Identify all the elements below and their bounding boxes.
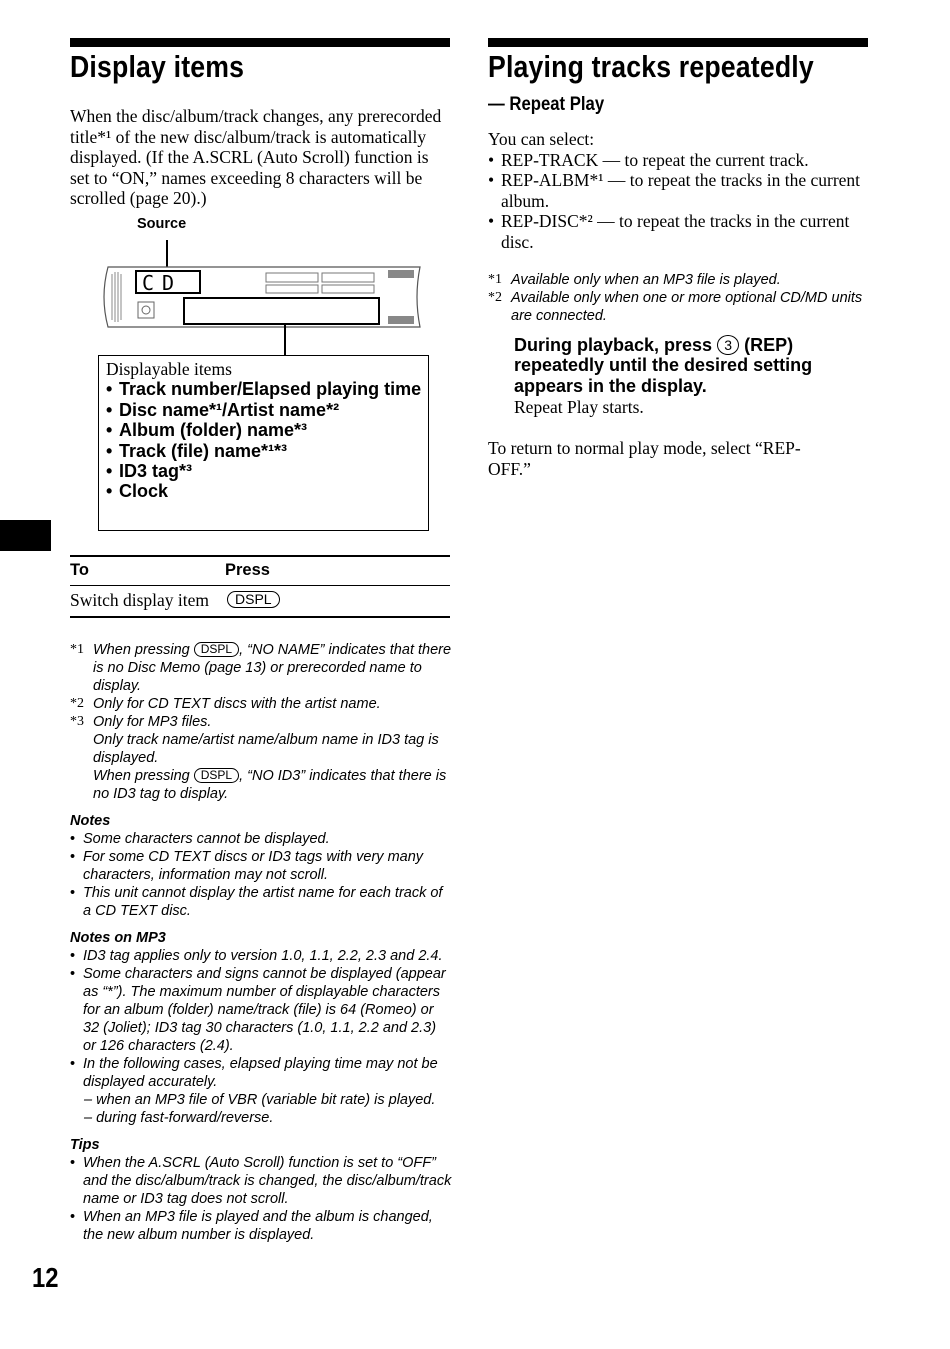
table-row-action: Switch display item <box>70 590 210 610</box>
tip-item: • When the A.SCRL (Auto Scroll) function is set to “OFF” and the disc/album/track is changed, the disc/album/track name or ID3 tag does not scroll. <box>70 1154 452 1208</box>
key-3-icon: 3 <box>717 335 739 355</box>
repeat-option: • REP-ALBM*¹ — to repeat the tracks in the current album. <box>488 170 868 211</box>
displayable-items-box <box>98 355 429 531</box>
note-item: • This unit cannot display the artist name for each track of a CD TEXT disc. <box>70 884 452 920</box>
mp3-notes-heading: Notes on MP3 <box>70 930 166 946</box>
footnote: *1 When pressing DSPL , “NO NAME” indicates that there is no Disc Memo (page 13) or prerecorded name to display. <box>70 642 452 694</box>
mp3-note-subitem: – when an MP3 file of VBR (variable bit rate) is played. <box>84 1092 436 1108</box>
source-label: Source <box>137 216 187 232</box>
repeat-option: • REP-TRACK — to repeat the current track. <box>488 150 868 171</box>
page-title-display-items: Display items <box>70 49 245 84</box>
displayable-items-list <box>106 379 422 501</box>
source-display-box <box>135 270 201 294</box>
footnote-mark: *1 <box>488 272 502 287</box>
notes-heading: Notes <box>70 813 111 829</box>
repeat-instruction: During playback, press 3 (REP) repeatedly until the desired setting appears in the display. <box>514 335 813 396</box>
left-footnotes <box>70 641 452 1244</box>
intro-paragraph: When the disc/album/track changes, any prerecorded title*¹ of the new disc/album/track is automatically displayed. (If the A.SCRL (Auto Scroll) function is set to “ON,” names exceeding 8 characters will be scrolled (page 20).) <box>70 106 442 208</box>
repeat-option: • REP-DISC*² — to repeat the tracks in the current disc. <box>488 211 868 252</box>
mp3-note-item: • ID3 tag applies only to version 1.0, 1.1, 2.2, 2.3 and 2.4. <box>70 947 452 965</box>
note-item: • Some characters cannot be displayed. <box>70 830 452 848</box>
displayable-item: • Album (folder) name*³ <box>106 420 422 440</box>
footnote: *1 Available only when an MP3 file is played. <box>488 272 781 288</box>
displayable-item: • Disc name*¹/Artist name*² <box>106 400 422 420</box>
repeat-options <box>488 129 868 252</box>
page-number: 12 <box>32 1262 59 1293</box>
right-title-rule <box>488 38 868 47</box>
lcd-source-text: CD <box>142 271 183 295</box>
to-press-table-bottom-rule <box>70 616 450 618</box>
footnote: *2 Only for CD TEXT discs with the artist name. <box>70 696 381 712</box>
footnote-mark: *3 <box>70 714 84 729</box>
mp3-note-item: • In the following cases, elapsed playing time may not be displayed accurately. <box>70 1055 452 1091</box>
repeat-result: Repeat Play starts. <box>514 397 644 417</box>
dspl-key-icon: DSPL <box>194 642 239 657</box>
displayable-item: • Clock <box>106 481 422 501</box>
select-intro: You can select: <box>488 129 595 149</box>
table-header-rule <box>70 585 450 586</box>
items-pointer-line <box>284 325 286 356</box>
footnote: *2 Available only when one or more optional CD/MD units are connected. <box>488 290 863 324</box>
displayable-item: • ID3 tag*³ <box>106 461 422 481</box>
page-title-playing-tracks: Playing tracks repeatedly <box>488 49 814 84</box>
section-tab-marker <box>0 520 51 551</box>
tip-item: • When an MP3 file is played and the album is changed, the new album number is displayed. <box>70 1208 452 1244</box>
tips-heading: Tips <box>70 1137 100 1153</box>
footnote-mark: *2 <box>70 696 84 711</box>
note-item: • For some CD TEXT discs or ID3 tags with very many characters, information may not scroll. <box>70 848 452 884</box>
right-footnotes <box>488 271 868 325</box>
footnote-mark: *2 <box>488 290 502 305</box>
mp3-note-item: • Some characters and signs cannot be displayed (appear as “*”). The maximum number of displayable characters for an album (folder) name/track (file) is 64 (Romeo) or 32 (Joliet); ID3 tag 30 characters (1.0, 1.1, 2.2 and 2.3) or 126 characters (2.4). <box>70 965 452 1055</box>
footnote: *3 Only for MP3 files. Only track name/artist name/album name in ID3 tag is displayed. When pressing DSPL , “NO ID3” indicates that there is no ID3 tag to display. <box>70 714 447 802</box>
table-header-press: Press <box>225 561 270 579</box>
mp3-note-subitem: – during fast-forward/reverse. <box>84 1110 274 1126</box>
footnote-mark: *1 <box>70 642 84 657</box>
dspl-key-icon: DSPL <box>194 768 239 783</box>
text-display-box <box>183 297 380 325</box>
subtitle-repeat-play: — Repeat Play <box>488 94 605 115</box>
displayable-items-title: Displayable items <box>106 359 232 379</box>
dspl-button-key: DSPL <box>227 591 280 608</box>
displayable-item: • Track (file) name*¹*³ <box>106 441 422 461</box>
to-press-table-top-rule <box>70 555 450 557</box>
return-instruction: To return to normal play mode, select “REP-OFF.” <box>488 438 801 479</box>
displayable-item: • Track number/Elapsed playing time <box>106 379 422 399</box>
table-header-to: To <box>70 561 89 579</box>
left-title-rule <box>70 38 450 47</box>
table-row-key <box>227 591 280 610</box>
